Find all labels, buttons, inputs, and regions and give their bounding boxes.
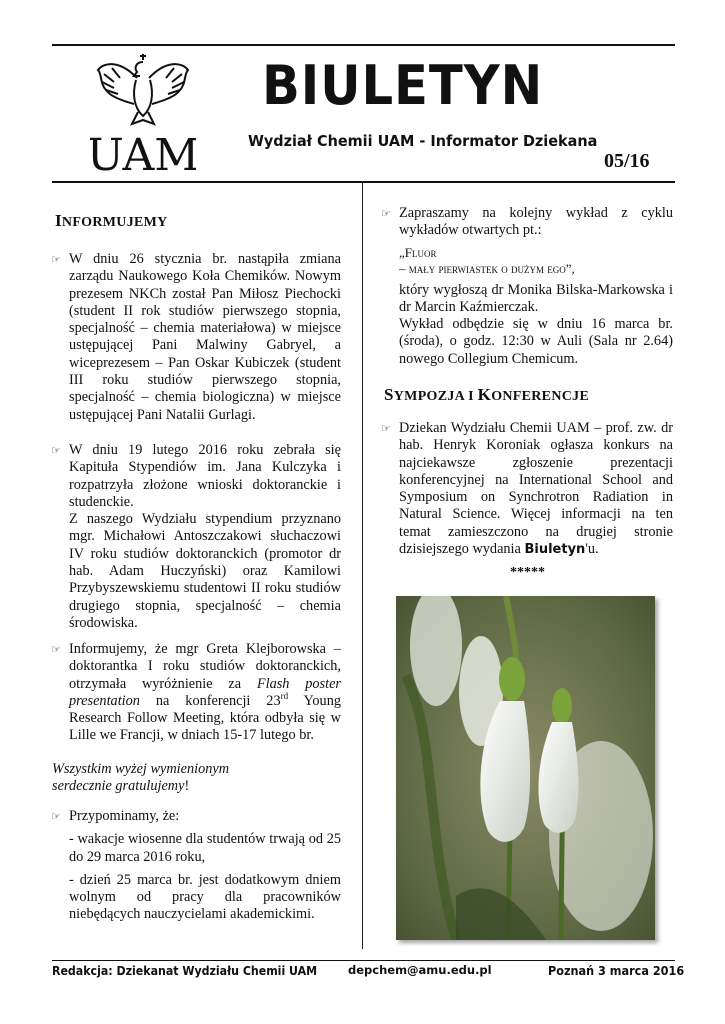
pointing-hand-icon: ☞ (51, 643, 61, 656)
news-item-competition: ☞ Dziekan Wydziału Chemii UAM – prof. zw. dr hab. Henryk Koroniak ogłasza konkurs na najciekawsze zgłoszenie prezentacji konferencyjnej na International School and Symposium on Synchrotron Radiation in Natural Science. Więcej informacji na ten temat zamieszczono na drugiej stronie dzisiejszego wydania Biuletyn'u. (381, 420, 673, 558)
news-item-lecture: ☞ Zapraszamy na kolejny wykład z cyklu wykładów otwartych pt.: „Fluor – mały pierwiastek o dużym ego”, który wygłoszą dr Monika Bilska-Markowska i dr Marcin Kaźmierczak. Wykład odbędzie się w dniu 16 marca br. (środa), o godz. 12:30 w Auli (Sala nr 2.64) nowego Collegium Chemicum. (381, 205, 673, 367)
footer-date: Poznań 3 marca 2016 (548, 963, 685, 978)
top-rule (52, 44, 675, 46)
heading-informujemy: INFORMUJEMY (55, 211, 168, 230)
column-divider (362, 183, 363, 949)
header-rule (52, 181, 675, 183)
pointing-hand-icon: ☞ (51, 810, 61, 823)
bulletin-subtitle: Wydział Chemii UAM - Informator Dziekana (248, 132, 598, 150)
pointing-hand-icon: ☞ (381, 207, 391, 220)
pointing-hand-icon: ☞ (381, 422, 391, 435)
footer-editorial: Redakcja: Dziekanat Wydziału Chemii UAM (52, 963, 318, 978)
news-item-reminder: ☞ Przypominamy, że: - wakacje wiosenne dla studentów trwają od 25 do 29 marca 2016 roku, - dzień 25 marca br. jest dodatkowym dniem wolnym od pracy dla pracowników niebędących nauczycielami akademickimi. (51, 808, 341, 923)
footer-rule (52, 960, 675, 961)
snowdrop-photo (396, 596, 655, 940)
congratulations-note: Wszystkim wyżej wymienionym serdecznie gratulujemy! (52, 761, 230, 795)
svg-text:UAM: UAM (90, 130, 196, 176)
pointing-hand-icon: ☞ (51, 253, 61, 266)
footer-email[interactable]: depchem@amu.edu.pl (348, 963, 492, 977)
news-item-scholarship: ☞ W dniu 19 lutego 2016 roku zebrała się Kapituła Stypendiów im. Jana Kulczyka i rozpatrzyła złożone wnioski doktoranckie i studenckie. Z naszego Wydziału stypendium przyznano mgr. Michałowi Antoszczakowi słuchaczowi IV roku studiów doktoranckich (promotor dr hab. Adam Huczyński) oraz Kamilowi Przybyszewskiemu studentowi II roku studiów drugiego stopnia, specjalność – chemia środowiska. (51, 442, 341, 631)
bulletin-title: BIULETYN (262, 54, 544, 117)
section-stars: ***** (510, 565, 545, 580)
heading-sympozja: SYMPOZJA I KONFERENCJE (384, 385, 590, 404)
news-item-award: ☞ Informujemy, że mgr Greta Klejborowska – doktorantka I roku studiów doktoranckich, otrzymała wyróżnienie za Flash poster presentation na konferencji 23rd Young Research Follow Meeting, która odbyła się w Lille we Francji, w dniach 15-17 lutego br. (51, 641, 341, 744)
news-item-nkch: ☞ W dniu 26 stycznia br. nastąpiła zmiana zarządu Naukowego Koła Chemików. Nowym prezesem NKCh został Pan Miłosz Piechocki (student II rok studiów pierwszego stopnia, specjalność – chemia materiałowa) w miejsce ustępującej Pani Malwiny Gabryel, a wiceprezesem – Pan Oskar Kubiczek (student III roku studiów pierwszego stopnia, specjalność – chemia biologiczna) w miejsce ustępującej Pani Natalii Gurlagi. (51, 251, 341, 423)
pointing-hand-icon: ☞ (51, 444, 61, 457)
issue-number: 05/16 (604, 150, 650, 172)
eagle-logo-icon (90, 50, 196, 176)
